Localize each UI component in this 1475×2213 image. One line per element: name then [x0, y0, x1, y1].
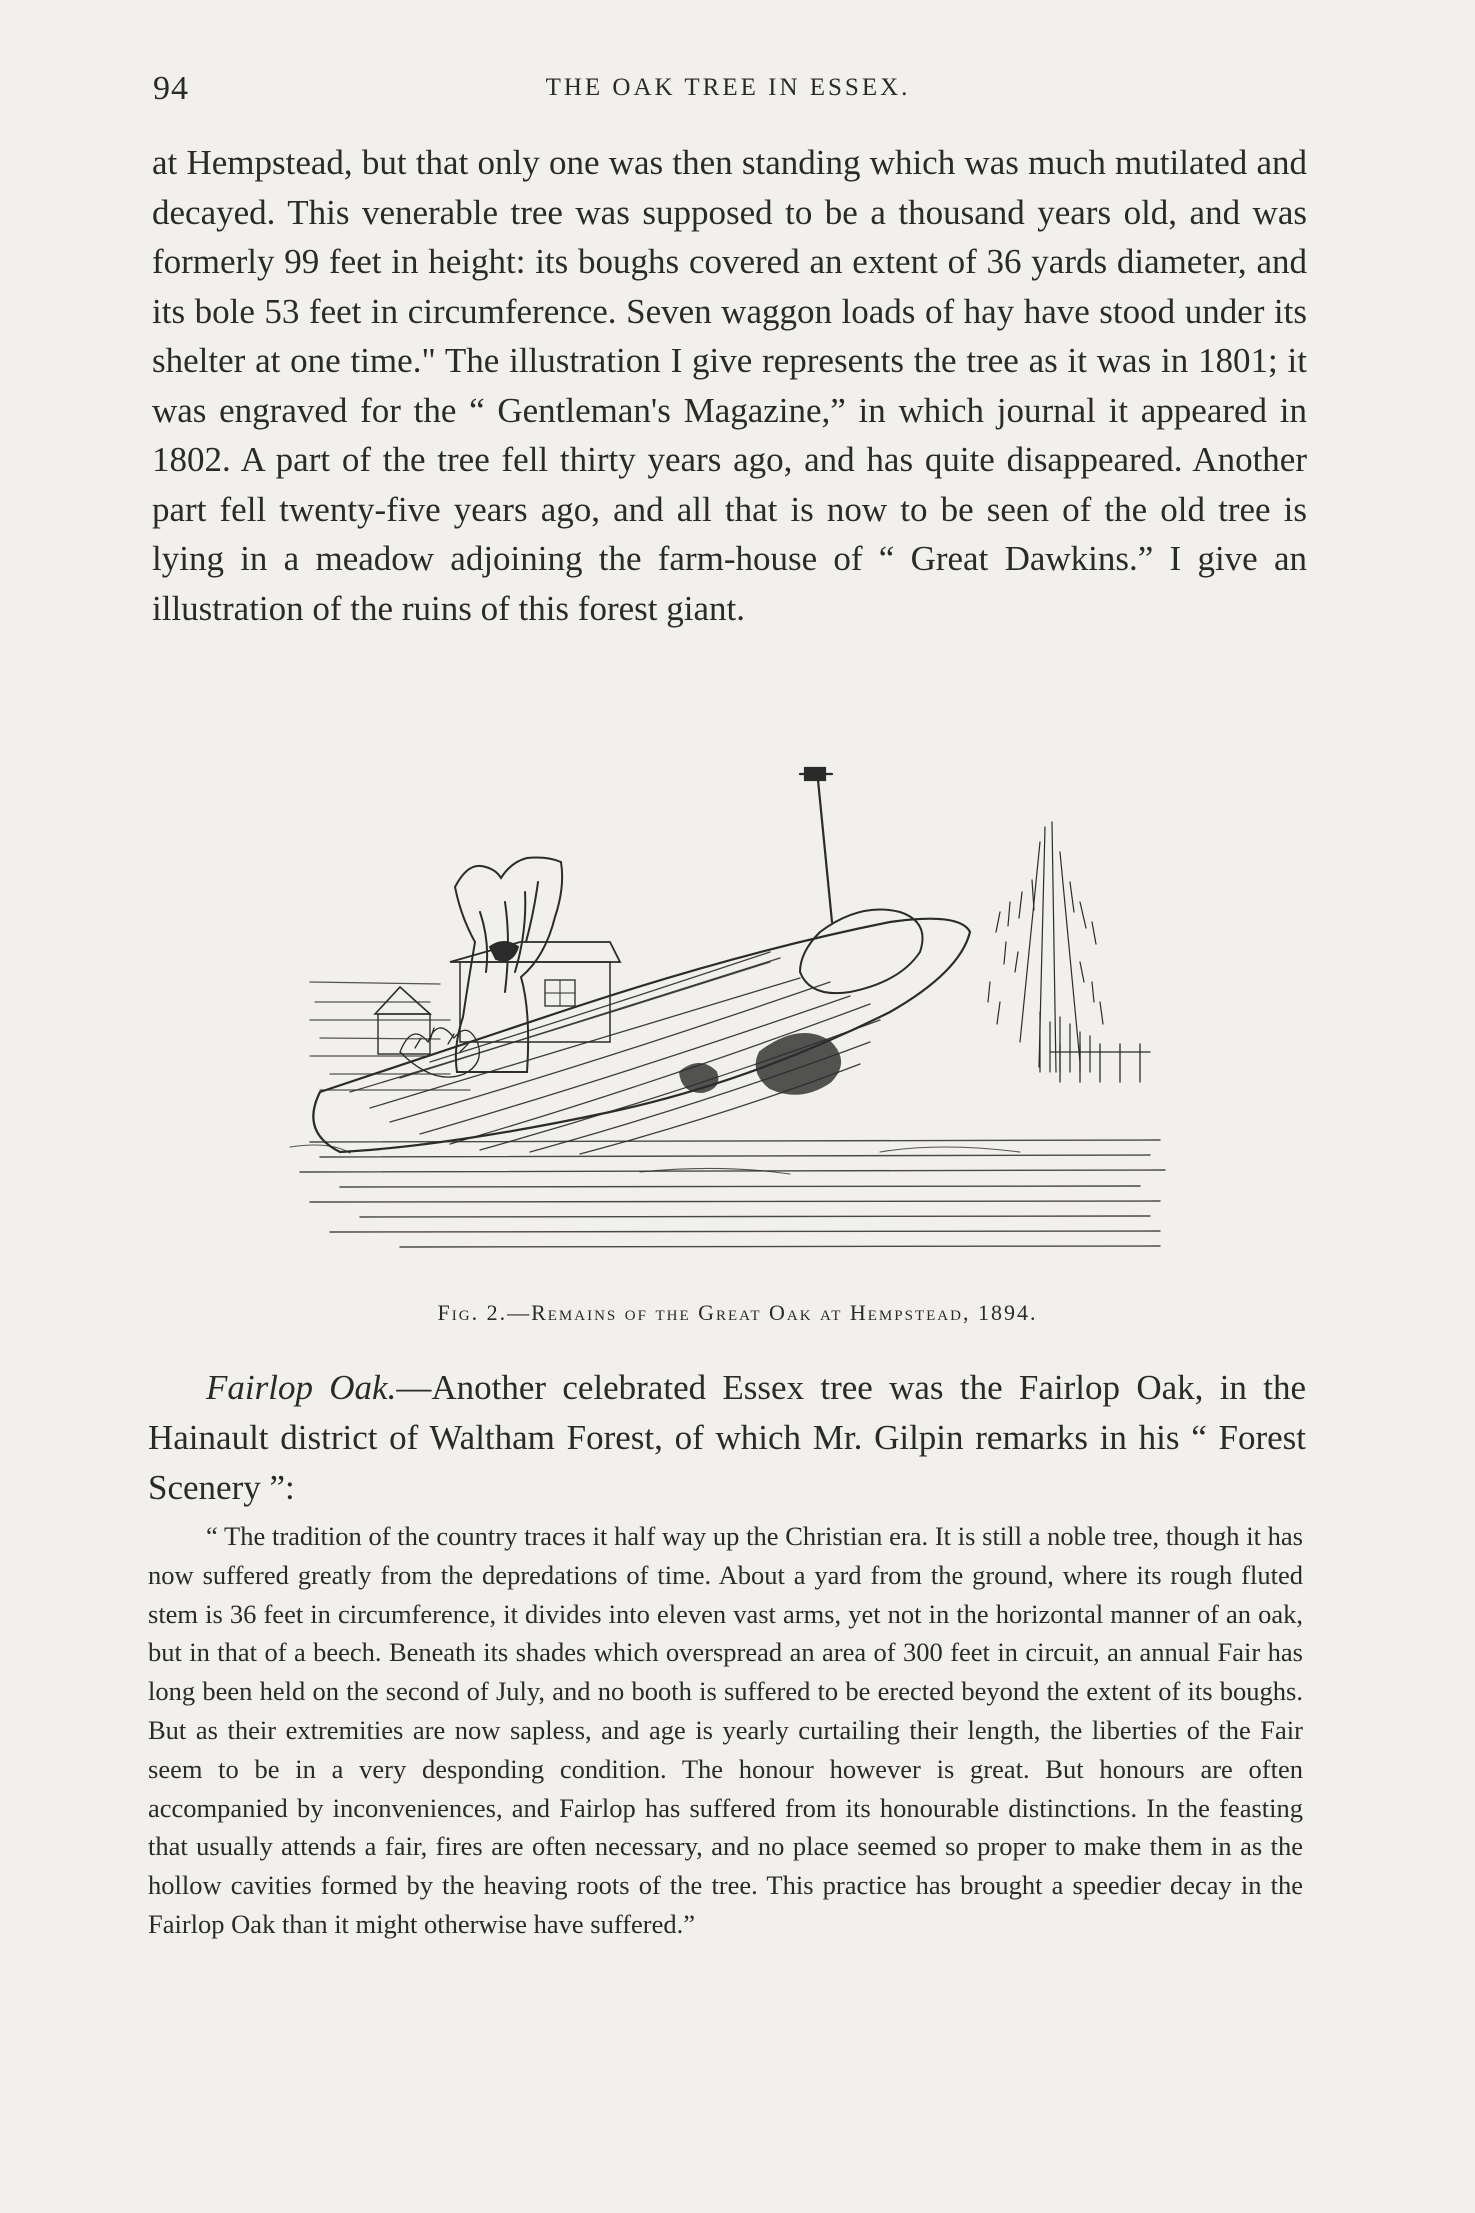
paragraph-hempstead-oak: at Hempstead, but that only one was then standing which was much mutilated and decayed. This venerable tree was supposed to be a thousand years old, and was formerly 99 feet in height: its boughs covered an extent of 36 yards diameter, and its bole 53 feet in circumference. Seven waggon loads of hay have stood under its shelter at one time." The illustration I give represents the tree as it was in 1801; it was engraved for the “ Gentleman's Magazine,” in which journal it appeared in 1802. A part of the tree fell thirty years ago, and has quite disappeared. Another part fell twenty-five years ago, and all that is now to be seen of the old tree is lying in a meadow adjoining the farm-house of “ Great Dawkins.” I give an illustration of the ruins of this forest giant. [152, 143, 1307, 628]
figure-illustration-fallen-oak [280, 752, 1180, 1287]
page-header [153, 64, 1303, 114]
fairlop-oak-heading: Fairlop Oak. [206, 1368, 397, 1407]
running-head: THE OAK TREE IN ESSEX. [545, 74, 911, 101]
paragraph-fairlop-oak [148, 1363, 1306, 1513]
figure-caption: Fig. 2.—Remains of the Great Oak at Hempstead, 1894. [437, 1300, 1038, 1325]
page-number: 94 [153, 70, 189, 107]
fairlop-oak-text: —Another celebrated Essex tree was the Fairlop Oak, in the Hainault district of Waltham Forest, of which Mr. Gilpin remarks in his “ Forest Scenery ”: [148, 1368, 1306, 1507]
gilpin-quotation: “ The tradition of the country traces it half way up the Christian era. It is still a noble tree, though it has now suffered greatly from the depredations of time. About a yard from the ground, where its rough fluted stem is 36 feet in circumference, it divides into eleven vast arms, yet not in the horizontal manner of an oak, but in that of a beech. Beneath its shades which overspread an area of 300 feet in circuit, an annual Fair has long been held on the second of July, and no booth is suffered to be erected beyond the extent of its boughs. But as their extremities are now sapless, and age is yearly curtailing their length, the liberties of the Fair seem to be in a very desponding condition. The honour however is great. But honours are often accompanied by inconveniences, and Fairlop has suffered from its honourable distinctions. In the feasting that usually attends a fair, fires are often necessary, and no place seemed so proper to make them in as the hollow cavities formed by the heaving roots of the tree. This practice has brought a speedier decay in the Fairlop Oak than it might otherwise have suffered.” [148, 1521, 1303, 1939]
